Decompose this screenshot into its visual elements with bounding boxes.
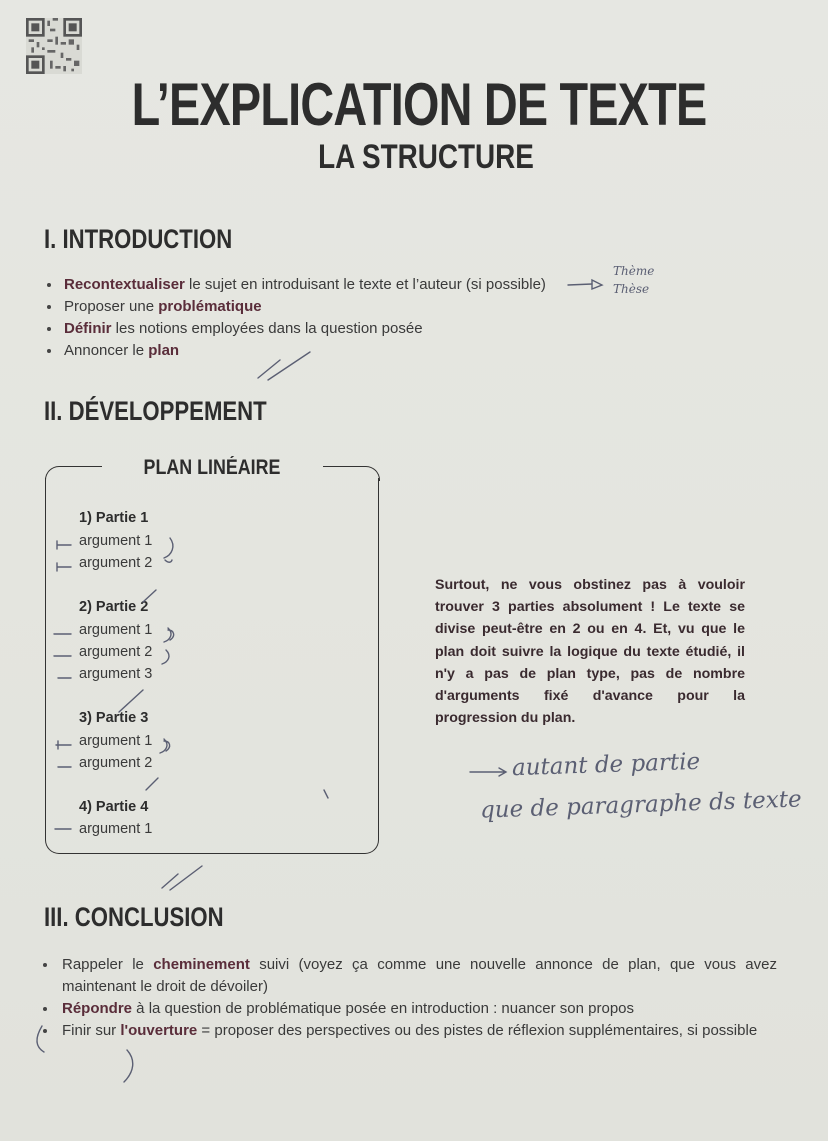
- list-item-text: Proposer une: [64, 298, 159, 315]
- keyword: Répondre: [62, 1000, 133, 1017]
- conclusion-item: [62, 954, 777, 998]
- part-title: 1) Partie 1: [79, 510, 149, 526]
- part-title: 2) Partie 2: [79, 599, 149, 615]
- argument-item: argument 1: [79, 622, 153, 638]
- section-heading-conclusion: III. CONCLUSION: [44, 902, 224, 932]
- argument-item: argument 1: [79, 733, 153, 749]
- list-item: [44, 274, 546, 296]
- list-item-text: les notions employées dans la question posée: [111, 320, 423, 337]
- page-subtitle: LA STRUCTURE: [318, 138, 534, 176]
- argument-item: argument 3: [79, 666, 153, 682]
- argument-item: argument 1: [79, 821, 153, 837]
- bullet: [43, 963, 47, 967]
- list-item-text: le sujet en introduisant le texte et l’auteur (si possible): [184, 276, 546, 293]
- handwritten-line-1: autant de partie: [511, 748, 701, 782]
- keyword: cheminement: [153, 956, 250, 973]
- conclusion-item: [62, 1020, 777, 1042]
- list-item: [44, 296, 546, 318]
- bullet: [43, 1029, 47, 1033]
- argument-item: argument 2: [79, 644, 153, 660]
- part-title: 3) Partie 3: [79, 710, 149, 726]
- argument-item: argument 2: [79, 555, 153, 571]
- conclusion-item: [62, 998, 777, 1020]
- list-item-text: Rappeler le: [62, 956, 154, 973]
- list-item-text: Finir sur: [62, 1022, 121, 1039]
- plan-note: Surtout, ne vous obstinez pas à vouloir trouver 3 parties absolument ! Le texte se divise peut-être en 2 ou en 4. Et, vu que le plan doit suivre la logique du texte étudié, il n'y a pas de plan type, pas de nombre d'arguments fixé d'avance pour la progression du plan.: [435, 577, 745, 727]
- keyword: plan: [148, 342, 180, 359]
- qr-code: [26, 18, 82, 74]
- plan-title: PLAN LINÉAIRE: [143, 456, 281, 479]
- list-item-text: Annoncer le: [64, 342, 149, 359]
- handwritten-theme: Thème: [613, 264, 655, 278]
- handwritten-line-2: que de paragraphe ds texte: [479, 786, 803, 824]
- list-item: [44, 318, 546, 340]
- argument-item: argument 1: [79, 533, 153, 549]
- part-title: 4) Partie 4: [79, 799, 149, 815]
- keyword: problématique: [158, 298, 262, 315]
- list-item-text: suivi (voyez ça comme une nouvelle annonce de plan, que vous avez maintenant le droit de dévoiler): [62, 956, 777, 995]
- list-item-text: = proposer des perspectives ou des pistes de réflexion supplémentaires, si possible: [197, 1022, 758, 1039]
- keyword: Définir: [64, 320, 112, 337]
- keyword: Recontextualiser: [64, 276, 185, 293]
- list-item-text: à la question de problématique posée en introduction : nuancer son propos: [132, 1000, 635, 1017]
- argument-item: argument 2: [79, 755, 153, 771]
- introduction-list: [44, 274, 546, 362]
- bullet: [43, 1007, 47, 1011]
- keyword: l'ouverture: [120, 1022, 198, 1039]
- handwritten-these: Thèse: [613, 282, 650, 296]
- list-item: [44, 340, 546, 362]
- section-heading-developpement: II. DÉVELOPPEMENT: [44, 396, 267, 426]
- page-title: L’EXPLICATION DE TEXTE: [131, 71, 707, 138]
- section-heading-introduction: I. INTRODUCTION: [44, 224, 233, 254]
